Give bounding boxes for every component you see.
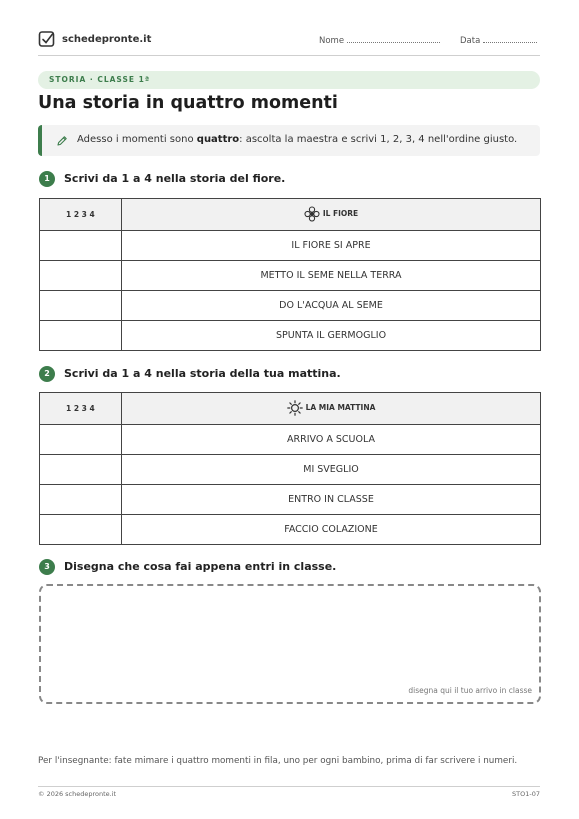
table-row — [40, 261, 541, 291]
story-step: IL FIORE SI APRE — [122, 231, 541, 261]
page-title: Una storia in quattro momenti — [38, 93, 338, 113]
page-header — [38, 30, 540, 56]
table-row — [40, 425, 541, 455]
table-flower — [39, 198, 541, 351]
date-label: Data — [460, 36, 481, 46]
question-number-2: 2 — [39, 366, 55, 382]
flower-header-label: IL FIORE — [322, 209, 359, 218]
table-row — [40, 321, 541, 351]
subject-bar — [38, 71, 540, 89]
question-number-1: 1 — [39, 171, 55, 187]
question-text-3: Disegna che cosa fai appena entri in classe. — [64, 560, 337, 573]
question-number-3: 3 — [39, 559, 55, 575]
story-step: ARRIVO A SCUOLA — [122, 425, 541, 455]
pencil-icon — [56, 135, 68, 147]
name-blank[interactable] — [347, 35, 440, 43]
date-blank[interactable] — [483, 35, 537, 43]
number-answer-cell[interactable] — [40, 485, 122, 515]
site-name: schedepronte.it — [62, 33, 152, 45]
number-answer-cell[interactable] — [40, 425, 122, 455]
story-step: MI SVEGLIO — [122, 455, 541, 485]
number-answer-cell[interactable] — [40, 231, 122, 261]
story-step: SPUNTA IL GERMOGLIO — [122, 321, 541, 351]
morning-header-label: LA MIA MATTINA — [305, 403, 376, 412]
story-step: DO L'ACQUA AL SEME — [122, 291, 541, 321]
checkbox-logo-icon — [38, 30, 56, 48]
number-answer-cell[interactable] — [40, 261, 122, 291]
table-row — [40, 485, 541, 515]
instruction-box — [38, 125, 540, 156]
table-row — [40, 515, 541, 545]
worksheet-code: STO1-07 — [512, 790, 540, 798]
question-text-2: Scrivi da 1 a 4 nella storia della tua mattina. — [64, 367, 341, 380]
story-step: METTO IL SEME NELLA TERRA — [122, 261, 541, 291]
number-answer-cell[interactable] — [40, 321, 122, 351]
name-label: Nome — [319, 36, 345, 46]
date-field[interactable] — [460, 35, 537, 46]
question-text-1: Scrivi da 1 a 4 nella storia del fiore. — [64, 172, 286, 185]
copyright: © 2026 schedepronte.it — [38, 790, 117, 798]
flower-icon — [304, 206, 320, 222]
table-morning — [39, 392, 541, 545]
number-answer-cell[interactable] — [40, 515, 122, 545]
name-field[interactable] — [319, 35, 440, 46]
instruction-bold: quattro — [196, 134, 240, 145]
number-answer-cell[interactable] — [40, 291, 122, 321]
story-step: FACCIO COLAZIONE — [122, 515, 541, 545]
number-answer-cell[interactable] — [40, 455, 122, 485]
table-row — [40, 231, 541, 261]
table-row — [40, 455, 541, 485]
drawing-hint: disegna qui il tuo arrivo in classe — [408, 686, 532, 695]
instruction-text — [77, 134, 517, 145]
teacher-note: Per l'insegnante: fate mimare i quattro momenti in fila, uno per ogni bambino, prima di far scrivere i numeri. — [38, 756, 518, 766]
story-step: ENTRO IN CLASSE — [122, 485, 541, 515]
table-header-morning — [122, 393, 541, 425]
table-header-numbers: 1 2 3 4 — [40, 393, 122, 425]
sun-icon — [287, 400, 303, 416]
site-logo — [38, 30, 151, 48]
table-row — [40, 291, 541, 321]
table-header-numbers: 1 2 3 4 — [40, 199, 122, 231]
footer-divider — [38, 786, 540, 787]
table-header-flower — [122, 199, 541, 231]
drawing-area[interactable] — [39, 584, 541, 704]
subject-label: STORIA · CLASSE 1ª — [49, 75, 151, 84]
instruction-after: : ascolta la maestra e scrivi 1, 2, 3, 4 nell'ordine giusto. — [239, 134, 518, 145]
instruction-before: Adesso i momenti sono — [77, 134, 197, 145]
